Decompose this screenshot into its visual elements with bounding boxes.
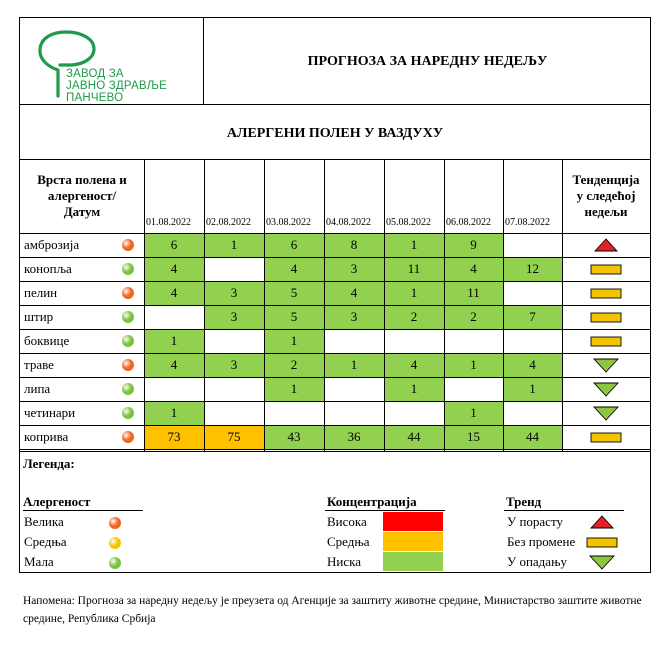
table-bottom-line (19, 451, 651, 452)
concentration-cell (503, 329, 562, 353)
trend-icon-flat (589, 284, 623, 302)
allergen-legend-label: Средња (24, 534, 67, 549)
concentration-cell: 73 (144, 425, 204, 449)
grid-horizontal-line (19, 449, 651, 450)
allergen-legend-label: Велика (24, 514, 64, 529)
grid-horizontal-line (19, 377, 651, 378)
concentration-cell (503, 401, 562, 425)
concentration-cell (503, 281, 562, 305)
concentration-cell: 2 (384, 305, 444, 329)
concentration-cell: 3 (204, 353, 264, 377)
allergen-dot-icon (122, 383, 134, 395)
date-header: 03.08.2022 (266, 217, 311, 228)
allergen-dot-icon (122, 311, 134, 323)
first-column-header-line-3: Датум (63, 204, 101, 219)
concentration-cell: 75 (204, 425, 264, 449)
allergen-legend-dot-icon (109, 557, 121, 569)
plant-name: липа (24, 381, 51, 396)
concentration-cell: 3 (204, 305, 264, 329)
allergen-legend-dot-icon (109, 537, 121, 549)
concentration-cell: 36 (324, 425, 384, 449)
concentration-cell: 1 (324, 353, 384, 377)
concentration-cell: 5 (264, 281, 324, 305)
logo-line-3: ПАНЧЕВО (66, 92, 124, 104)
first-column-header (20, 172, 144, 220)
plant-name: боквице (24, 333, 70, 348)
concentration-cell: 1 (204, 233, 264, 257)
allergen-dot-icon (122, 239, 134, 251)
concentration-legend-label: Ниска (327, 554, 362, 569)
concentration-cell (324, 401, 384, 425)
allergen-legend-label: Мала (24, 554, 54, 569)
legend-title: Легенда: (23, 456, 75, 471)
concentration-cell: 2 (444, 305, 503, 329)
concentration-cell: 1 (264, 329, 324, 353)
logo-line-2: ЈАВНО ЗДРАВЉЕ (66, 80, 167, 92)
concentration-cell (384, 329, 444, 353)
concentration-cell: 4 (264, 257, 324, 281)
plant-name: амброзија (24, 237, 80, 252)
concentration-cell: 1 (264, 377, 324, 401)
logo-line-1: ЗАВОД ЗА (66, 68, 124, 80)
concentration-cell: 1 (144, 329, 204, 353)
date-header: 04.08.2022 (326, 217, 371, 228)
concentration-cell: 4 (444, 257, 503, 281)
plant-name: конопља (24, 261, 72, 276)
allergen-dot-icon (122, 263, 134, 275)
trend-legend-icon-flat (585, 533, 619, 551)
concentration-cell: 6 (144, 233, 204, 257)
allergen-dot-icon (122, 335, 134, 347)
trend-icon-flat (589, 332, 623, 350)
concentration-cell: 44 (503, 425, 562, 449)
trend-header-line-1: Тенденција (572, 172, 640, 187)
concentration-cell (264, 401, 324, 425)
first-column-header-line-1: Врста полена и (37, 172, 127, 187)
concentration-cell: 4 (144, 257, 204, 281)
concentration-cell: 3 (324, 305, 384, 329)
trend-icon-down (589, 404, 623, 422)
concentration-cell: 2 (264, 353, 324, 377)
trend-legend-underline (504, 510, 624, 511)
allergen-dot-icon (122, 431, 134, 443)
concentration-cell: 5 (264, 305, 324, 329)
concentration-cell: 11 (444, 281, 503, 305)
concentration-cell: 4 (503, 353, 562, 377)
concentration-cell: 3 (324, 257, 384, 281)
concentration-cell: 1 (384, 233, 444, 257)
concentration-cell: 6 (264, 233, 324, 257)
concentration-cell: 3 (204, 281, 264, 305)
date-header: 02.08.2022 (206, 217, 251, 228)
grid-horizontal-line (19, 257, 651, 258)
trend-icon-flat (589, 428, 623, 446)
trend-header-line-2: у следећој (576, 188, 636, 203)
concentration-cell: 12 (503, 257, 562, 281)
concentration-legend-underline (325, 510, 445, 511)
grid-horizontal-line (19, 281, 651, 282)
concentration-cell: 1 (503, 377, 562, 401)
plant-name: траве (24, 357, 54, 372)
allergen-dot-icon (122, 359, 134, 371)
concentration-legend-label: Средња (327, 534, 370, 549)
trend-column-header (562, 172, 650, 220)
concentration-cell (204, 329, 264, 353)
concentration-cell: 44 (384, 425, 444, 449)
trend-icon-flat (589, 308, 623, 326)
grid-horizontal-line (19, 305, 651, 306)
trend-legend-label: Без промене (507, 534, 576, 549)
concentration-cell: 1 (444, 401, 503, 425)
concentration-cell: 4 (384, 353, 444, 377)
grid-horizontal-line (19, 401, 651, 402)
allergen-legend-underline (23, 510, 143, 511)
page-title: ПРОГНОЗА ЗА НАРЕДНУ НЕДЕЉУ (307, 54, 548, 69)
first-column-header-line-2: алергеност/ (47, 188, 117, 203)
trend-icon-down (589, 380, 623, 398)
plant-name: четинари (24, 405, 76, 420)
trend-header-line-3: недељи (584, 204, 628, 219)
allergen-dot-icon (122, 287, 134, 299)
concentration-legend-swatch (383, 512, 443, 531)
concentration-cell: 8 (324, 233, 384, 257)
concentration-cell: 15 (444, 425, 503, 449)
plant-name: пелин (24, 285, 58, 300)
concentration-cell (204, 257, 264, 281)
concentration-cell: 43 (264, 425, 324, 449)
concentration-cell (324, 377, 384, 401)
subtitle-divider (19, 159, 651, 160)
concentration-cell: 1 (384, 281, 444, 305)
concentration-cell (144, 377, 204, 401)
concentration-cell (204, 401, 264, 425)
trend-icon-up (589, 236, 623, 254)
trend-legend-title: Тренд (506, 494, 542, 509)
trend-icon-flat (589, 260, 623, 278)
grid-horizontal-line (19, 329, 651, 330)
footnote: Напомена: Прогноза за наредну недељу је преузета од Агенције за заштиту животне средине, Министарство заштите животне средине, Република Србија (23, 595, 642, 625)
concentration-cell (324, 329, 384, 353)
date-header: 07.08.2022 (505, 217, 550, 228)
concentration-cell (444, 377, 503, 401)
concentration-cell (384, 401, 444, 425)
plant-name: коприва (24, 429, 69, 444)
allergen-legend-title: Алергеност (23, 494, 91, 509)
logo-text (66, 68, 167, 104)
trend-legend-icon-down (585, 553, 619, 571)
concentration-cell: 1 (384, 377, 444, 401)
concentration-cell: 9 (444, 233, 503, 257)
header-divider (19, 104, 651, 105)
concentration-legend-title: Концентрација (327, 494, 417, 509)
allergen-legend-dot-icon (109, 517, 121, 529)
trend-legend-icon-up (585, 513, 619, 531)
plant-name: штир (24, 309, 54, 324)
page-subtitle: АЛЕРГЕНИ ПОЛЕН У ВАЗДУХУ (226, 126, 444, 141)
allergen-dot-icon (122, 407, 134, 419)
concentration-cell: 1 (144, 401, 204, 425)
concentration-cell: 11 (384, 257, 444, 281)
date-header: 05.08.2022 (386, 217, 431, 228)
concentration-cell: 7 (503, 305, 562, 329)
concentration-cell: 4 (144, 281, 204, 305)
grid-horizontal-line (19, 353, 651, 354)
concentration-cell: 1 (444, 353, 503, 377)
concentration-cell: 4 (324, 281, 384, 305)
concentration-legend-label: Висока (327, 514, 367, 529)
concentration-cell: 4 (144, 353, 204, 377)
date-header: 06.08.2022 (446, 217, 491, 228)
concentration-cell (444, 329, 503, 353)
concentration-cell (204, 377, 264, 401)
concentration-cell (144, 305, 204, 329)
date-header: 01.08.2022 (146, 217, 191, 228)
concentration-cell (503, 233, 562, 257)
trend-icon-down (589, 356, 623, 374)
trend-legend-label: У порасту (507, 514, 563, 529)
concentration-legend-swatch (383, 532, 443, 551)
concentration-legend-swatch (383, 552, 443, 571)
grid-horizontal-line (19, 425, 651, 426)
grid-horizontal-line (19, 233, 651, 234)
trend-legend-label: У опадању (507, 554, 567, 569)
